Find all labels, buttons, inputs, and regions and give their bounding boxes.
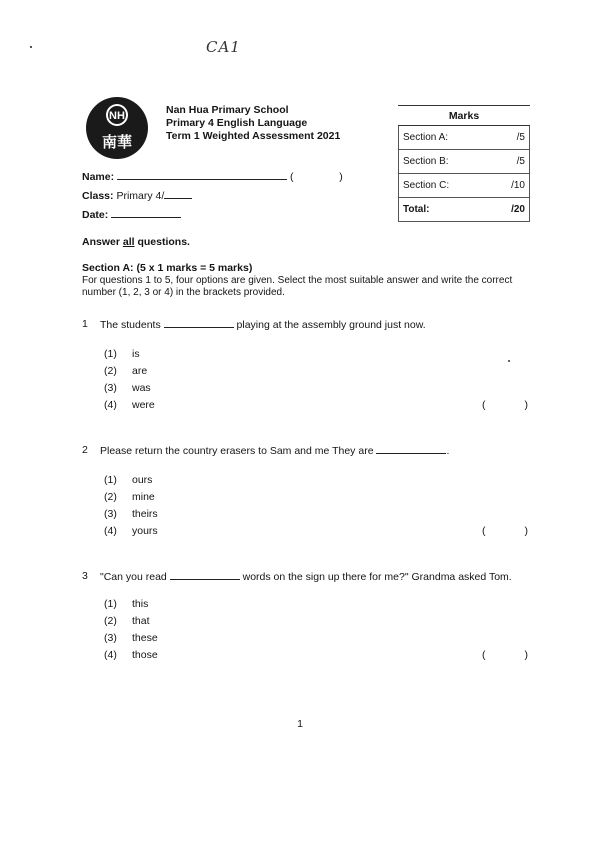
date-label: Date: [82,209,109,221]
answer-prefix: Answer [82,236,123,248]
option-4: (4) yours ( ) [104,525,528,537]
school-header [166,104,340,143]
question-1 [82,318,528,414]
option-list [104,472,528,540]
logo-chinese-text: 南華 [101,133,133,151]
option-1: (1) ours [104,474,153,486]
student-fields [82,168,343,225]
marks-row-total [398,198,530,222]
question-3 [82,570,528,664]
marks-row-label: Section C: [403,180,450,191]
answer-blank [164,318,234,328]
answer-bracket[interactable]: ( ) [482,399,528,411]
option-3: (3) theirs [104,508,158,520]
option-3: (3) these [104,632,158,644]
answer-blank [170,570,240,580]
marks-table [398,105,530,222]
answer-all-instruction [82,236,190,248]
question-stem: The students playing at the assembly ground just now. [100,319,426,331]
logo-letters: NH [109,110,125,122]
marks-row-label: Section A: [403,132,449,143]
section-title: Section A: (5 x 1 marks = 5 marks) [82,262,253,274]
question-stem: Please return the country erasers to Sam and me They are . [100,445,450,457]
page-number: 1 [297,718,303,730]
marks-row-section-a [398,126,530,150]
question-stem: "Can you read words on the sign up there for me?" Grandma asked Tom. [100,571,512,583]
class-line[interactable] [164,189,192,199]
marks-row-section-c [398,174,530,198]
question-2 [82,444,528,540]
answer-suffix: questions. [134,236,190,248]
option-1: (1) is [104,348,140,360]
date-line[interactable] [111,208,181,218]
handwritten-note: CA1 [206,38,241,56]
option-list [104,596,528,664]
marks-row-value: /10 [511,180,525,191]
date-field[interactable] [82,206,343,225]
option-2: (2) mine [104,491,155,503]
question-number: 2 [82,444,88,456]
name-bracket-open: ( [289,171,294,183]
assessment-title: Term 1 Weighted Assessment 2021 [166,130,341,142]
option-4: (4) those ( ) [104,649,528,661]
question-number: 3 [82,570,88,582]
marks-total-value: /20 [511,204,525,215]
name-line[interactable] [117,170,287,180]
marks-row-value: /5 [516,132,525,143]
class-field[interactable] [82,187,343,206]
name-bracket-close: ) [339,171,343,183]
option-4: (4) were ( ) [104,399,528,411]
answer-bracket[interactable]: ( ) [482,649,528,661]
option-2: (2) are [104,365,148,377]
section-instructions: For questions 1 to 5, four options are given. Select the most suitable answer and write the correct number (1, 2, 3 or 4) in the brackets provided. [82,275,513,298]
scan-speck [30,46,32,48]
question-number: 1 [82,318,88,330]
option-list [104,346,528,414]
marks-total-label: Total: [403,204,430,215]
subject-title: Primary 4 English Language [166,117,308,129]
school-logo [84,95,150,161]
marks-row-label: Section B: [403,156,449,167]
class-value: Primary 4/ [116,190,165,202]
option-2: (2) that [104,615,150,627]
answer-emphasis: all [122,236,135,248]
option-1: (1) this [104,598,149,610]
option-3: (3) was [104,382,151,394]
answer-bracket[interactable]: ( ) [482,525,528,537]
answer-blank [376,444,446,454]
school-name: Nan Hua Primary School [166,104,289,116]
marks-row-value: /5 [516,156,525,167]
marks-heading: Marks [398,106,530,126]
name-field[interactable] [82,168,343,187]
name-label: Name: [82,171,115,183]
marks-row-section-b [398,150,530,174]
class-label: Class: [82,190,114,202]
